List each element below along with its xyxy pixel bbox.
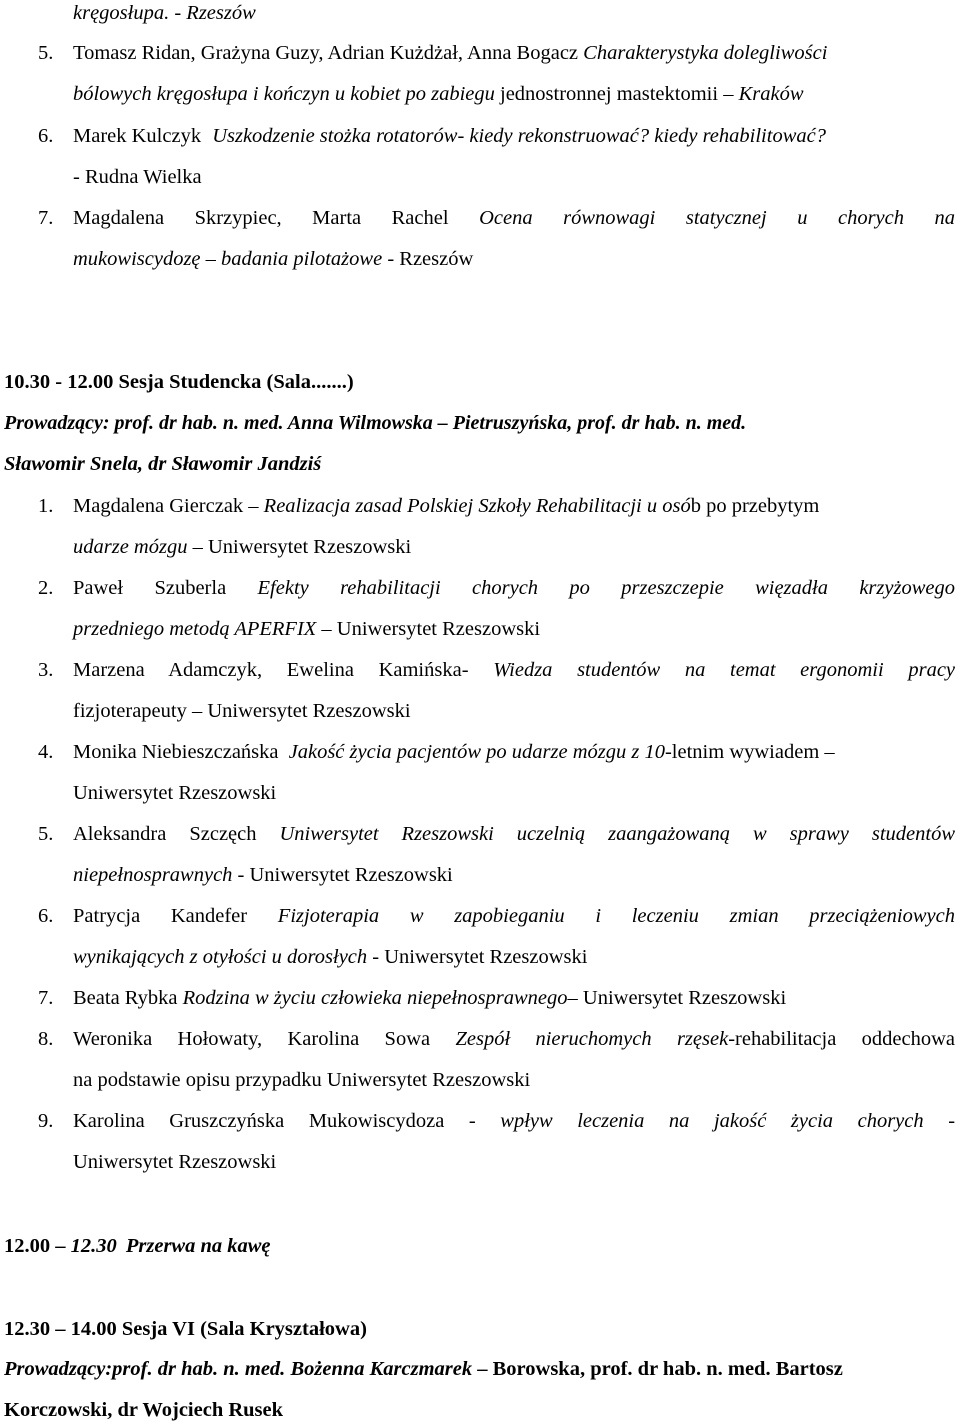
- break-line: [4, 1234, 271, 1258]
- authors: Magdalena Gierczak –: [73, 495, 259, 517]
- item-line-1: [73, 124, 826, 148]
- talk-title-cont: przedniego metodą APERFIX: [73, 618, 317, 640]
- affiliation: - Uniwersytet Rzeszowski: [372, 946, 588, 968]
- talk-title: wpływ leczenia na jakość życia chorych: [500, 1110, 924, 1132]
- affiliation: fizjoterapeuty – Uniwersytet Rzeszowski: [73, 700, 411, 722]
- item-line-2: [73, 535, 411, 559]
- item-number: 7.: [38, 207, 54, 229]
- item-number: 4.: [38, 741, 54, 763]
- item-line-1: [73, 822, 955, 846]
- authors: Karolina Gruszczyńska Mukowiscydoza -: [73, 1110, 476, 1132]
- item-line-1: [73, 41, 827, 65]
- talk-title: Charakterystyka dolegliwości: [583, 42, 828, 64]
- talk-title-cont: bólowych kręgosłupa i kończyn u kobiet po zabiegu: [73, 83, 495, 105]
- affiliation: – Uniwersytet Rzeszowski: [192, 536, 412, 558]
- session-chairs: [4, 1357, 843, 1381]
- talk-title: Rodzina w życiu człowieka niepełnosprawnego: [182, 987, 568, 1009]
- authors: Paweł Szuberla: [73, 577, 227, 599]
- item-line-1: [73, 658, 955, 682]
- item-line-1: [73, 1109, 955, 1133]
- session-heading: 10.30 - 12.00 Sesja Studencka (Sala.......): [4, 371, 354, 393]
- authors: Monika Niebieszczańska: [73, 741, 279, 763]
- item-number: 6.: [38, 125, 54, 147]
- item-number: 2.: [38, 577, 54, 599]
- talk-title-tail: -letnim wywiadem –: [664, 741, 835, 763]
- item-line-2: [73, 247, 473, 271]
- break-time-end: 12.30: [70, 1235, 117, 1257]
- item-line-1: [73, 1027, 955, 1051]
- talk-title-tail: -: [948, 1110, 956, 1132]
- talk-title: Uniwersytet Rzeszowski uczelnią zaangażowaną w sprawy studentów: [279, 823, 956, 845]
- talk-title-tail: -rehabilitacja oddechowa: [728, 1028, 956, 1050]
- chairs-prefix: Prowadzący:prof. dr hab. n. med.: [4, 1358, 286, 1380]
- break-time-start: 12.00 –: [4, 1235, 66, 1257]
- item-number: 9.: [38, 1110, 54, 1132]
- item-number: 5.: [38, 823, 54, 845]
- item-number: 7.: [38, 987, 54, 1009]
- affiliation: – Uniwersytet Rzeszowski: [567, 987, 787, 1009]
- place: - Rudna Wielka: [73, 166, 202, 188]
- continued-line: kręgosłupa. - Rzeszów: [73, 2, 256, 24]
- talk-title: Fizjoterapia w zapobieganiu i leczeniu zmian przeciążeniowych: [277, 905, 955, 927]
- authors: Tomasz Ridan, Grażyna Guzy, Adrian Kużdżał, Anna Bogacz: [73, 42, 579, 64]
- talk-title-tail: b po przebytym: [690, 495, 820, 517]
- authors: Magdalena Skrzypiec, Marta Rachel: [73, 207, 449, 229]
- session-heading: 12.30 – 14.00 Sesja VI (Sala Kryształowa): [4, 1318, 367, 1340]
- session-chairs: Prowadzący: prof. dr hab. n. med. Anna Wilmowska – Pietruszyńska, prof. dr hab. n. med.: [4, 412, 747, 434]
- item-line-2: [73, 945, 587, 969]
- affiliation: Uniwersytet Rzeszowski: [73, 782, 277, 804]
- item-line-2: [73, 82, 804, 106]
- talk-title: Efekty rehabilitacji chorych po przeszczepie więzadła krzyżowego: [257, 577, 955, 599]
- item-line-1: [73, 494, 819, 518]
- place: - Rzeszów: [387, 248, 474, 270]
- item-line-2: [73, 617, 540, 641]
- talk-title: Uszkodzenie stożka rotatorów- kiedy rekonstruować? kiedy rehabilitować?: [212, 125, 826, 147]
- item-number: 8.: [38, 1028, 54, 1050]
- affiliation: Uniwersytet Rzeszowski: [73, 1151, 277, 1173]
- talk-title-cont: niepełnosprawnych: [73, 864, 233, 886]
- affiliation: - Uniwersytet Rzeszowski: [237, 864, 453, 886]
- talk-title-cont: wynikających z otyłości u dorosłych: [73, 946, 368, 968]
- place: Kraków: [738, 83, 804, 105]
- authors: Beata Rybka: [73, 987, 178, 1009]
- break-label: Przerwa na kawę: [125, 1235, 271, 1257]
- item-number: 5.: [38, 42, 54, 64]
- authors: Aleksandra Szczęch: [73, 823, 257, 845]
- item-line-1: [73, 740, 835, 764]
- item-line-2: na podstawie opisu przypadku Uniwersytet Rzeszowski: [73, 1069, 531, 1091]
- session-chairs-cont: Sławomir Snela, dr Sławomir Jandziś: [4, 453, 322, 475]
- talk-title: Wiedza studentów na temat ergonomii pracy: [493, 659, 956, 681]
- affiliation: – Uniwersytet Rzeszowski: [321, 618, 541, 640]
- item-line-1: [73, 576, 955, 600]
- chair-name: Bożenna Karczmarek: [290, 1358, 473, 1380]
- talk-title: Zespół nieruchomych rzęsek: [455, 1028, 729, 1050]
- item-line-1: [73, 206, 955, 230]
- talk-title: Jakość życia pacjentów po udarze mózgu z 10: [288, 741, 665, 763]
- authors: Weronika Hołowaty, Karolina Sowa: [73, 1028, 431, 1050]
- item-line-2: [73, 863, 453, 887]
- item-line-1: [73, 904, 955, 928]
- item-number: 1.: [38, 495, 54, 517]
- talk-title-plain: jednostronnej mastektomii –: [500, 83, 734, 105]
- item-number: 3.: [38, 659, 54, 681]
- talk-title: Ocena równowagi statycznej u chorych na: [479, 207, 956, 229]
- item-number: 6.: [38, 905, 54, 927]
- authors: Marzena Adamczyk, Ewelina Kamińska-: [73, 659, 469, 681]
- authors: Patrycja Kandefer: [73, 905, 248, 927]
- item-line-1: [73, 986, 786, 1010]
- talk-title: Realizacja zasad Polskiej Szkoły Rehabilitacji u osó: [263, 495, 691, 517]
- chairs-rest: – Borowska, prof. dr hab. n. med. Bartosz: [477, 1358, 843, 1380]
- talk-title-cont: mukowiscydozę – badania pilotażowe: [73, 248, 383, 270]
- talk-title-cont: udarze mózgu: [73, 536, 188, 558]
- authors: Marek Kulczyk: [73, 125, 202, 147]
- session-chairs-cont: Korczowski, dr Wojciech Rusek: [4, 1399, 284, 1421]
